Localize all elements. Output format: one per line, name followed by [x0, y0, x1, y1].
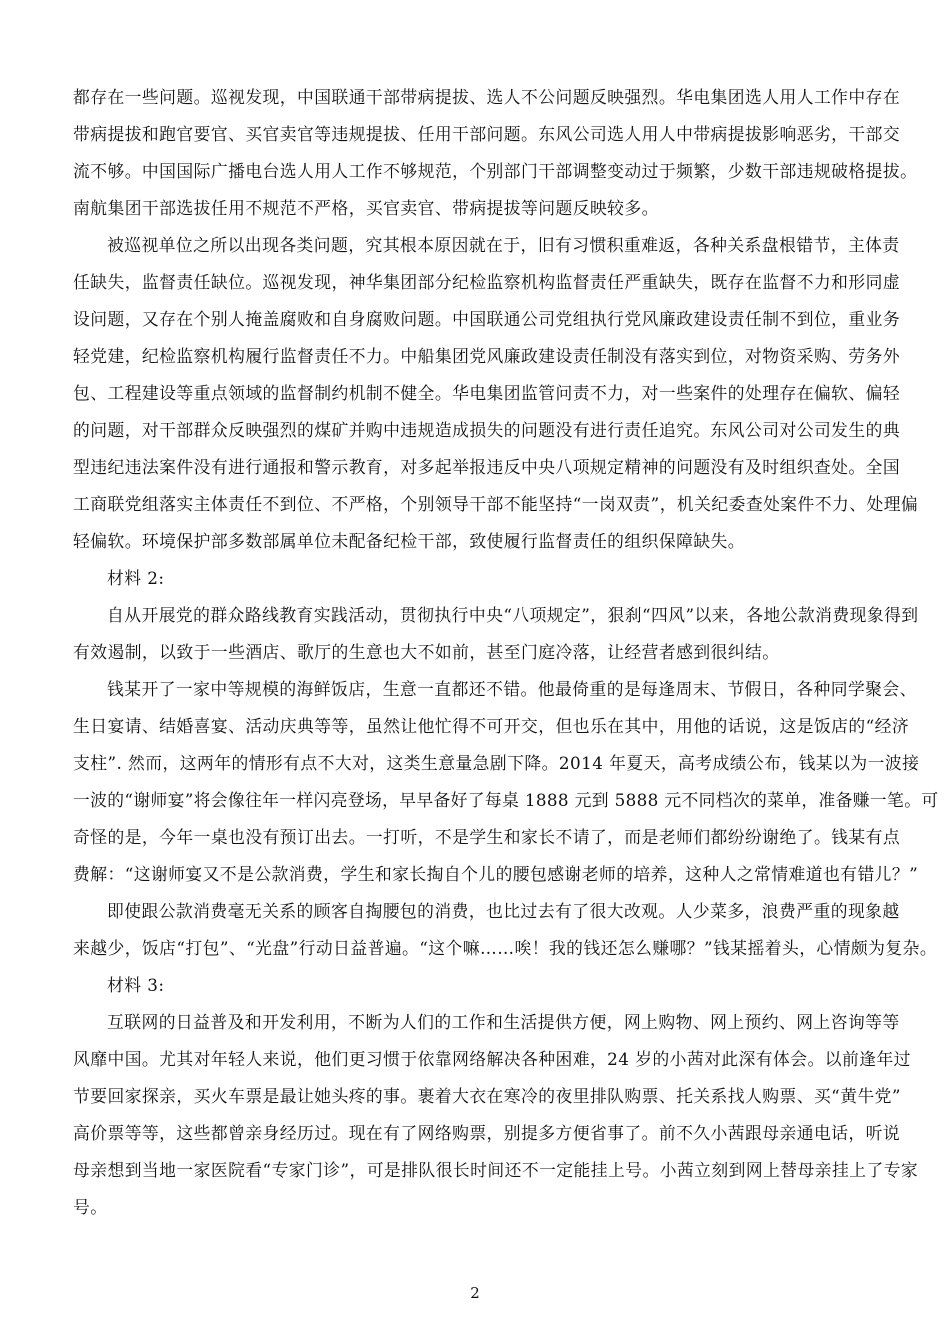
page-number: 2 — [470, 1284, 480, 1302]
text-line: 工商联党组落实主体责任不到位、不严格，个别领导干部不能坚持“一岗双责”，机关纪委查处案件不力、处理偏 — [73, 494, 919, 514]
text-line: 包、工程建设等重点领域的监督制约机制不健全。华电集团监管问责不力，对一些案件的处理存在偏软、偏轻 — [73, 383, 901, 403]
text-line: 支柱”. 然而，这两年的情形有点不大对，这类生意量急剧下降。2014 年夏天，高考成绩公布，钱某以为一波接 — [73, 753, 920, 773]
text-line: 的问题，对干部群众反映强烈的煤矿并购中违规造成损失的问题没有进行责任追究。东风公司对公司发生的典 — [73, 420, 901, 440]
paragraph-start: 自从开展党的群众路线教育实践活动，贯彻执行中央“八项规定”，狠刹“四风”以来，各地公款消费现象得到 — [107, 605, 919, 625]
text-line: 奇怪的是，今年一桌也没有预订出去。一打听，不是学生和家长不请了，而是老师们都纷纷谢绝了。钱某有点 — [73, 827, 901, 847]
text-line: 高价票等等，这些都曾亲身经历过。现在有了网络购票，别提多方便省事了。前不久小茜跟母亲通电话，听说 — [73, 1123, 901, 1143]
text-line: 一波的“谢师宴”将会像往年一样闪亮登场，早早备好了每桌 1888 元到 5888 元不同档次的菜单，准备赚一笔。可 — [73, 790, 939, 810]
text-line: 轻偏软。环境保护部多数部属单位未配备纪检干部，致使履行监督责任的组织保障缺失。 — [73, 531, 746, 551]
paragraph-start: 被巡视单位之所以出现各类问题，究其根本原因就在于，旧有习惯积重难返，各种关系盘根错节，主体责 — [107, 235, 900, 255]
text-line: 母亲想到当地一家医院看“专家门诊”，可是排队很长时间还不一定能挂上号。小茜立刻到网上替母亲挂上了专家 — [73, 1160, 919, 1180]
text-line: 生日宴请、结婚喜宴、活动庆典等等，虽然让他忙得不可开交，但也乐在其中，用他的话说，这是饭店的“经济 — [73, 716, 910, 736]
text-line: 费解：“这谢师宴又不是公款消费，学生和家长掏自个儿的腰包感谢老师的培养，这种人之常情难道也有错儿？” — [73, 864, 919, 884]
text-line: 设问题，又存在个别人掩盖腐败和自身腐败问题。中国联通公司党组执行党风廉政建设责任制不到位，重业务 — [73, 309, 901, 329]
text-line: 带病提拔和跑官要官、买官卖官等违规提拔、任用干部问题。东风公司选人用人中带病提拔影响恶劣，干部交 — [73, 124, 901, 144]
paragraph-start: 钱某开了一家中等规模的海鲜饭店，生意一直都还不错。他最倚重的是每逢周末、节假日，各种同学聚会、 — [107, 679, 917, 699]
text-line: 都存在一些问题。巡视发现，中国联通干部带病提拔、选人不公问题反映强烈。华电集团选人用人工作中存在 — [73, 87, 901, 107]
text-line: 节要回家探亲，买火车票是最让她头疼的事。裹着大衣在寒冷的夜里排队购票、托关系找人购票、买“黄牛党” — [73, 1086, 901, 1106]
text-line: 号。 — [73, 1197, 108, 1217]
text-line: 有效遏制，以致于一些酒店、歌厅的生意也大不如前，甚至门庭冷落，让经营者感到很纠结。 — [73, 642, 780, 662]
material-heading: 材料 3: — [107, 975, 165, 995]
text-line: 轻党建，纪检监察机构履行监督责任不力。中船集团党风廉政建设责任制没有落实到位，对物资采购、劳务外 — [73, 346, 901, 366]
text-line: 流不够。中国国际广播电台选人用人工作不够规范，个别部门干部调整变动过于频繁，少数干部违规破格提拔。 — [73, 161, 918, 181]
text-line: 任缺失，监督责任缺位。巡视发现，神华集团部分纪检监察机构监督责任严重缺失，既存在监督不力和形同虚 — [73, 272, 901, 292]
text-line: 型违纪违法案件没有进行通报和警示教育，对多起举报违反中央八项规定精神的问题没有及时组织查处。全国 — [73, 457, 901, 477]
material-heading: 材料 2: — [107, 568, 165, 588]
paragraph-start: 即使跟公款消费毫无关系的顾客自掏腰包的消费，也比过去有了很大改观。人少菜多，浪费严重的现象越 — [107, 901, 900, 921]
text-line: 南航集团干部选拔任用不规范不严格，买官卖官、带病提拔等问题反映较多。 — [73, 198, 659, 218]
text-line: 来越少，饭店“打包”、“光盘”行动日益普遍。“这个嘛……唉！我的钱还怎么赚哪？”钱某摇着头，心情颇为复杂。 — [73, 938, 938, 958]
paragraph-start: 互联网的日益普及和开发利用，不断为人们的工作和生活提供方便，网上购物、网上预约、网上咨询等等 — [107, 1012, 900, 1032]
text-line: 风靡中国。尤其对年轻人来说，他们更习惯于依靠网络解决各种困难，24 岁的小茜对此深有体会。以前逢年过 — [73, 1049, 911, 1069]
